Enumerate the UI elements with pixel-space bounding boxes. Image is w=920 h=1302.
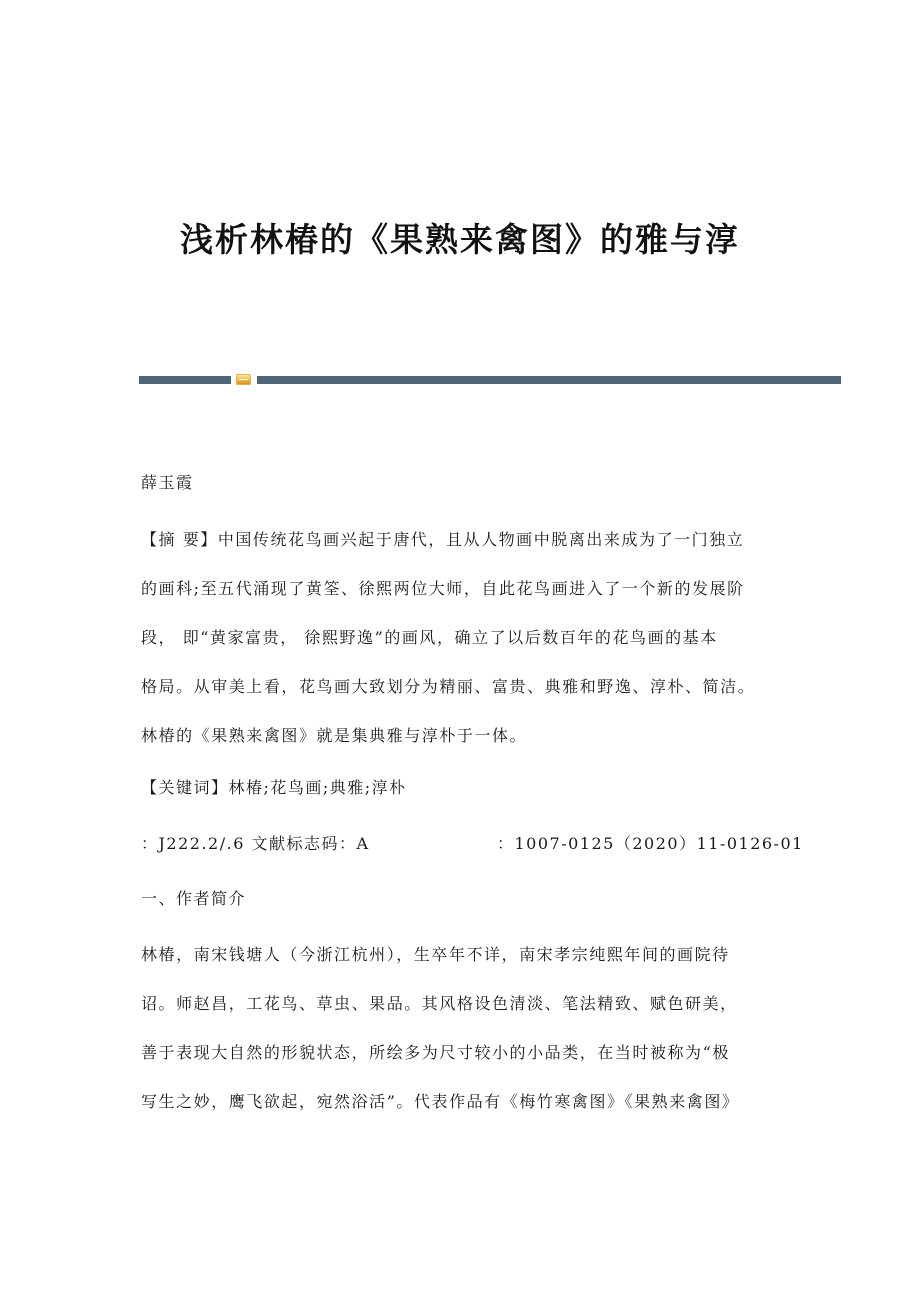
author-name: 薛玉霞	[141, 473, 194, 492]
body-line: 写生之妙，鹰飞欲起，宛然浴活”。代表作品有《梅竹寒禽图》《果熟来禽图》	[141, 1092, 740, 1111]
page-title: 浅析林椿的《果熟来禽图》的雅与淳	[180, 220, 740, 259]
body-line: 诏。师赵昌，工花鸟、草虫、果品。其风格设色清淡、笔法精致、赋色研美，	[141, 994, 738, 1013]
section-heading: 一、作者简介	[141, 889, 247, 908]
divider-ornament-icon	[236, 374, 251, 385]
abstract-line: 格局。从审美上看，花鸟画大致划分为精丽、富贵、典雅和野逸、淳朴、简洁。	[141, 677, 756, 696]
body-line: 善于表现大自然的形貌状态，所绘多为尺寸较小的小品类，在当时被称为“极	[141, 1043, 730, 1062]
keywords: 【关键词】林椿;花鸟画;典雅;淳朴	[141, 778, 407, 797]
abstract-line: 林椿的《果熟来禽图》就是集典雅与淳朴于一体。	[141, 726, 528, 745]
body-paragraph	[141, 930, 791, 1126]
abstract	[141, 515, 791, 760]
title-divider	[139, 372, 841, 388]
article-number: ：1007-0125（2020）11-0126-01	[497, 834, 804, 853]
divider-bar-right	[257, 376, 841, 384]
classification-code: ：J222.2/.6 文献标志码：A	[141, 834, 370, 853]
classification-row	[141, 832, 804, 856]
abstract-line: 段， 即“黄家富贵， 徐熙野逸”的画风，确立了以后数百年的花鸟画的基本	[141, 628, 718, 647]
body-line: 林椿，南宋钱塘人（今浙江杭州），生卒年不详，南宋孝宗纯熙年间的画院待	[141, 945, 730, 964]
abstract-line: 的画科;至五代涌现了黄筌、徐熙两位大师，自此花鸟画进入了一个新的发展阶	[141, 579, 745, 598]
divider-bar-left	[139, 376, 231, 384]
abstract-line: 【摘 要】中国传统花鸟画兴起于唐代，且从人物画中脱离出来成为了一门独立	[141, 530, 745, 549]
